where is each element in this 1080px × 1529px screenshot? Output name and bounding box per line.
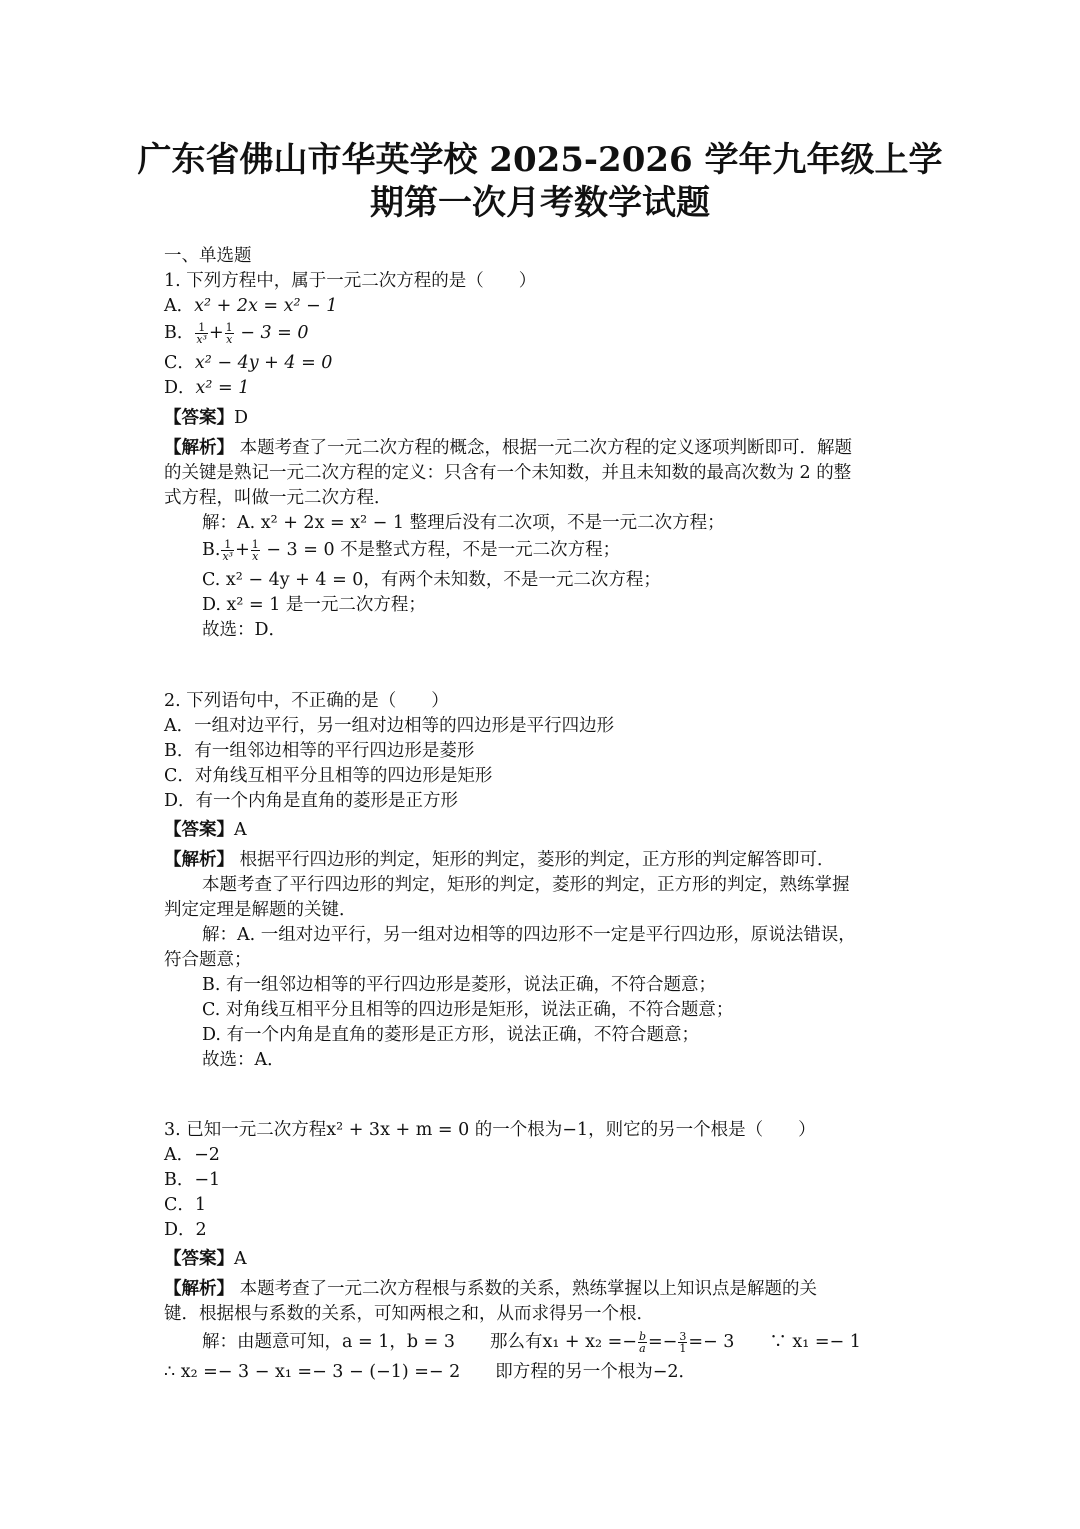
q3-analysis-line-2: 键．根据根与系数的关系，可知两根之和，从而求得另一个根．	[164, 1304, 654, 1324]
fraction-1-over-x3	[195, 322, 208, 345]
analysis-tag: 【解析】	[164, 1279, 234, 1299]
q1-solution-b-tail: − 3 = 0 不是整式方程，不是一元二次方程；	[260, 540, 621, 560]
q1-option-c-text: x² − 4y + 4 = 0	[194, 353, 333, 373]
q2-option-b: B．有一组邻边相等的平行四边形是菱形	[164, 741, 475, 761]
q2-option-c: C．对角线互相平分且相等的四边形是矩形	[164, 766, 493, 786]
q2-solution-b: B. 有一组邻边相等的平行四边形是菱形，说法正确，不符合题意；	[202, 975, 716, 995]
q1-solution-b-prefix: B.	[202, 540, 221, 560]
q3-solution-part-c: =− 3 ∵ x₁ =− 1	[688, 1332, 861, 1352]
q3-option-b: B．−1	[164, 1170, 221, 1190]
q1-option-b	[164, 321, 309, 346]
q3-solution-line-1	[202, 1330, 861, 1355]
q2-option-d: D．有一个内角是直角的菱形是正方形	[164, 791, 459, 811]
q2-analysis-line-3: 判定定理是解题的关键．	[164, 900, 357, 920]
answer-tag: 【答案】	[164, 408, 234, 428]
frac-numerator: b	[638, 1330, 646, 1343]
frac-denominator: x³	[222, 550, 234, 563]
analysis-tag: 【解析】	[164, 438, 234, 458]
q3-solution-part-a: 解：由题意可知，a = 1，b = 3 那么有x₁ + x₂ =−	[202, 1332, 637, 1352]
q3-analysis-text-1: 本题考查了一元二次方程根与系数的关系，熟练掌握以上知识点是解题的关	[234, 1279, 818, 1299]
q1-choose: 故选：D．	[202, 620, 287, 640]
q3-option-c: C．1	[164, 1195, 207, 1215]
fraction-1-over-x	[225, 322, 234, 345]
q2-solution-d: D. 有一个内角是直角的菱形是正方形，说法正确，不符合题意；	[202, 1025, 700, 1045]
q2-option-a: A．一组对边平行，另一组对边相等的四边形是平行四边形	[164, 716, 615, 736]
fraction-1-over-x3	[221, 539, 234, 562]
q1-analysis-line-2: 的关键是熟记一元二次方程的定义：只含有一个未知数，并且未知数的最高次数为 2 的整	[164, 463, 852, 483]
q1-option-d-text: x² = 1	[195, 378, 250, 398]
frac-denominator: 1	[679, 1342, 687, 1355]
q1-analysis-line-3: 式方程，叫做一元二次方程．	[164, 488, 392, 508]
q2-answer	[164, 818, 247, 843]
frac-numerator: 1	[251, 538, 259, 551]
answer-tag: 【答案】	[164, 1249, 234, 1269]
q2-solution-c: C. 对角线互相平分且相等的四边形是矩形，说法正确，不符合题意；	[202, 1000, 734, 1020]
q3-option-d: D．2	[164, 1220, 207, 1240]
q2-analysis-line-2: 本题考查了平行四边形的判定，矩形的判定，菱形的判定，正方形的判定，熟练掌握	[202, 875, 850, 895]
frac-numerator: 1	[225, 321, 233, 334]
q1-answer	[164, 406, 248, 431]
q1-solution-b	[202, 538, 620, 563]
fraction-3-over-1	[678, 1331, 687, 1354]
q1-option-d-label: D．	[164, 378, 196, 398]
q1-option-a-text: x² + 2x = x² − 1	[194, 296, 338, 316]
q2-solution-a-line-2: 符合题意；	[164, 950, 252, 970]
q1-option-d	[164, 376, 249, 401]
frac-numerator: 3	[679, 1330, 687, 1343]
q1-option-c	[164, 351, 332, 376]
q2-solution-a-line-1: 解：A. 一组对边平行，另一组对边相等的四边形不一定是平行四边形，原说法错误，	[202, 925, 856, 945]
q1-option-a-label: A．	[164, 296, 195, 316]
q2-choose: 故选：A．	[202, 1050, 285, 1070]
document-title-line-2: 期第一次月考数学试题	[370, 183, 710, 223]
q1-option-b-tail: − 3 = 0	[234, 323, 309, 343]
q2-analysis-line-1	[164, 848, 835, 873]
plus-sign: +	[235, 540, 250, 560]
document-title-line-1: 广东省佛山市华英学校 2025-2026 学年九年级上学	[137, 140, 943, 180]
plus-sign: +	[209, 323, 224, 343]
frac-denominator: x	[252, 550, 259, 563]
frac-denominator: a	[639, 1342, 646, 1355]
answer-tag: 【答案】	[164, 820, 234, 840]
fraction-1-over-x	[251, 539, 260, 562]
q3-solution-line-2: ∴ x₂ =− 3 − x₁ =− 3 − (−1) =− 2 即方程的另一个根为−2．	[164, 1362, 697, 1382]
fraction-b-over-a	[638, 1331, 647, 1354]
q1-answer-value: D	[234, 408, 249, 428]
q3-stem: 3. 已知一元二次方程x² + 3x + m = 0 的一个根为−1，则它的另一个根是（ ）	[164, 1120, 816, 1140]
frac-numerator: 1	[221, 539, 234, 551]
q2-analysis-text-1: 根据平行四边形的判定，矩形的判定，菱形的判定，正方形的判定解答即可．	[234, 850, 835, 870]
q3-option-a: A．−2	[164, 1145, 220, 1165]
q3-answer-value: A	[234, 1249, 247, 1269]
section-heading: 一、单选题	[164, 246, 252, 266]
q3-analysis-line-1	[164, 1277, 817, 1302]
q1-analysis-line-1	[164, 436, 852, 461]
q1-solution-a: 解：A. x² + 2x = x² − 1 整理后没有二次项，不是一元二次方程；	[202, 513, 725, 533]
frac-denominator: x³	[196, 333, 207, 346]
q1-option-a	[164, 294, 337, 319]
q1-solution-d: D. x² = 1 是一元二次方程；	[202, 595, 426, 615]
frac-denominator: x	[226, 333, 233, 346]
analysis-tag: 【解析】	[164, 850, 234, 870]
q3-solution-part-b: =−	[647, 1332, 678, 1352]
q2-stem: 2. 下列语句中，不正确的是（ ）	[164, 691, 449, 711]
q1-stem: 1. 下列方程中，属于一元二次方程的是（ ）	[164, 271, 537, 291]
q2-answer-value: A	[234, 820, 247, 840]
q1-solution-c: C. x² − 4y + 4 = 0，有两个未知数，不是一元二次方程；	[202, 570, 661, 590]
frac-numerator: 1	[195, 322, 208, 334]
q3-answer	[164, 1247, 247, 1272]
q1-option-b-label: B．	[164, 323, 195, 343]
q1-analysis-text-1: 本题考查了一元二次方程的概念，根据一元二次方程的定义逐项判断即可．解题	[234, 438, 853, 458]
q1-option-c-label: C．	[164, 353, 195, 373]
